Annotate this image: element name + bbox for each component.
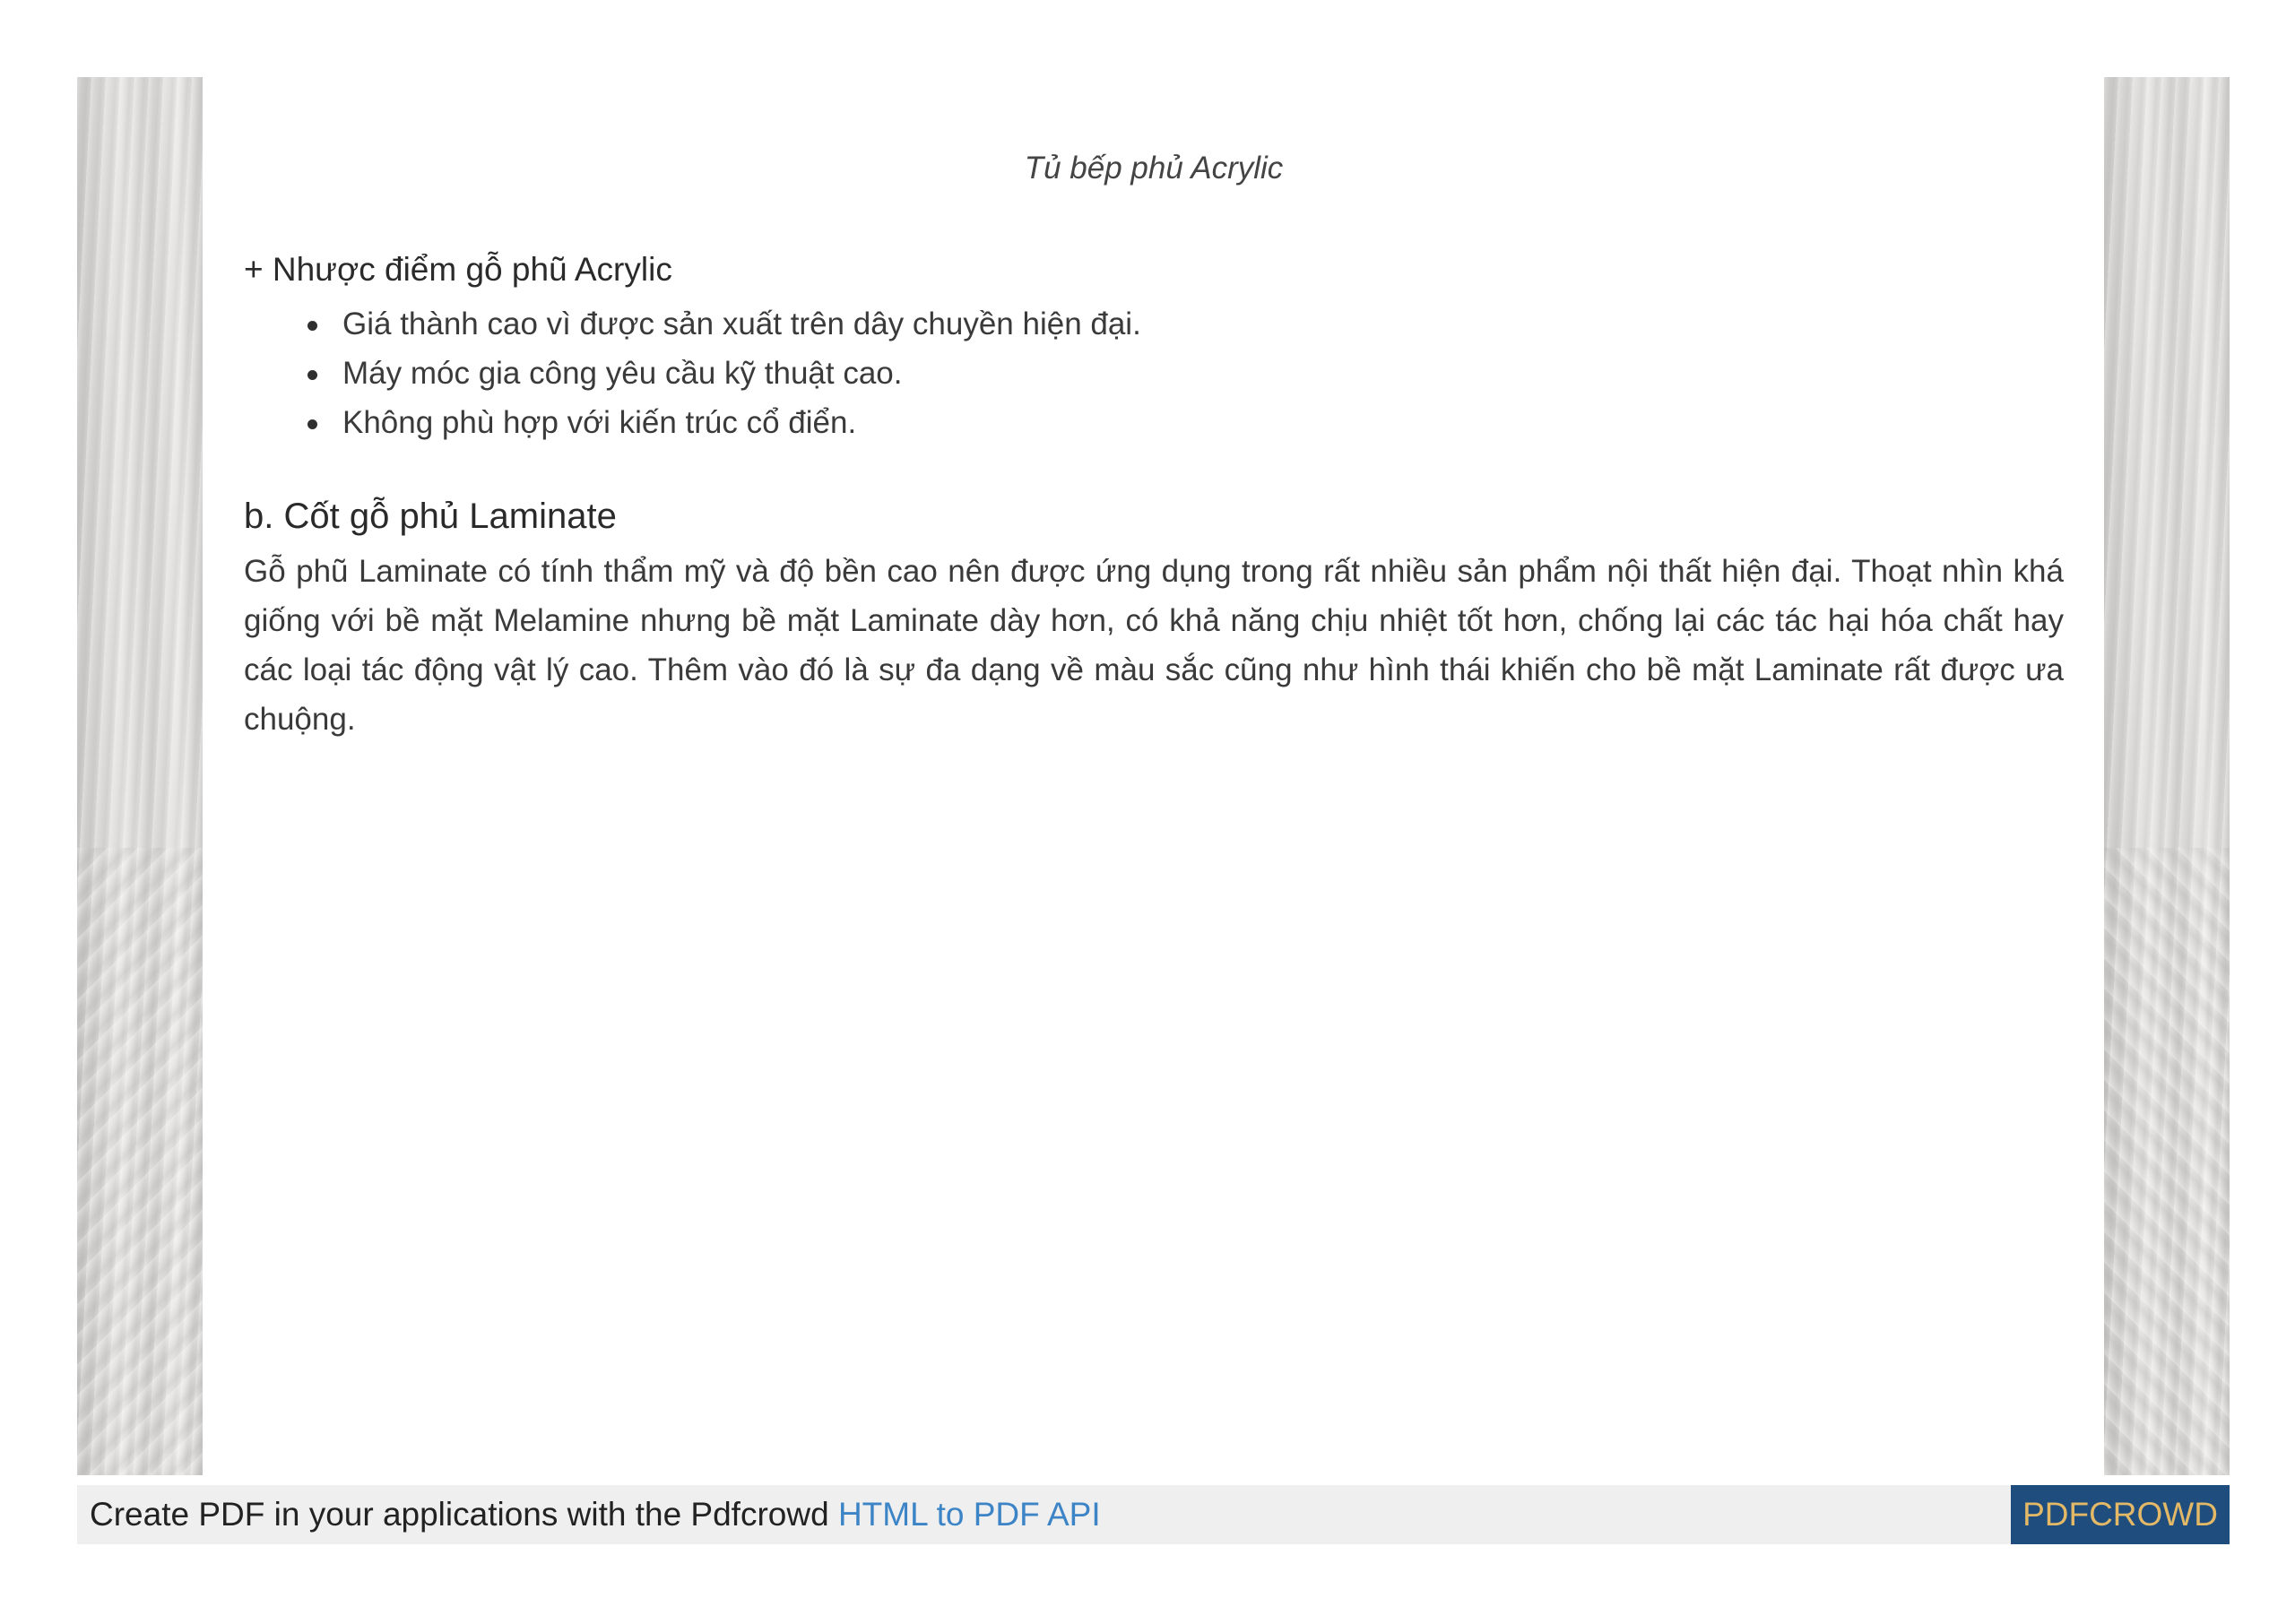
list-item: [244, 299, 1141, 349]
html-to-pdf-api-link[interactable]: HTML to PDF API: [837, 1496, 1101, 1533]
image-caption: Tủ bếp phủ Acrylic: [1024, 151, 1284, 186]
right-decorative-border: [2104, 77, 2230, 1475]
footer-text: [90, 1485, 1101, 1544]
pdfcrowd-badge[interactable]: PDFCROWD: [2011, 1485, 2230, 1544]
disadvantages-heading: + Nhược điểm gỗ phũ Acrylic: [244, 251, 672, 288]
disadvantages-list: [244, 299, 1141, 447]
pdf-footer-bar: [77, 1485, 2230, 1544]
list-item-text: Máy móc gia công yêu cầu kỹ thuật cao.: [342, 356, 903, 391]
section-paragraph: Gỗ phũ Laminate có tính thẩm mỹ và độ bền cao nên được ứng dụng trong rất nhiều sản phẩm nội thất hiện đại. Thoạt nhìn khá giống với bề mặt Melamine nhưng bề mặt Laminate dày hơn, có khả năng chịu nhiệt tốt hơn, chống lại các tác hại hóa chất hay các loại tác động vật lý cao. Thêm vào đó là sự đa dạng về màu sắc cũng như hình thái khiến cho bề mặt Laminate rất được ưa chuộng.: [244, 554, 2064, 737]
bullet-icon: [307, 419, 317, 429]
document-page: [77, 77, 2230, 1475]
section-title: b. Cốt gỗ phủ Laminate: [244, 497, 617, 536]
list-item-text: Không phù hợp với kiến trúc cổ điển.: [342, 405, 857, 440]
list-item-text: Giá thành cao vì được sản xuất trên dây chuyền hiện đại.: [342, 307, 1141, 341]
bullet-icon: [307, 370, 317, 380]
list-item: [244, 398, 1141, 447]
footer-message: Create PDF in your applications with the Pdfcrowd: [90, 1496, 838, 1533]
bullet-icon: [307, 321, 317, 331]
left-decorative-border: [77, 77, 203, 1475]
list-item: [244, 349, 1141, 398]
